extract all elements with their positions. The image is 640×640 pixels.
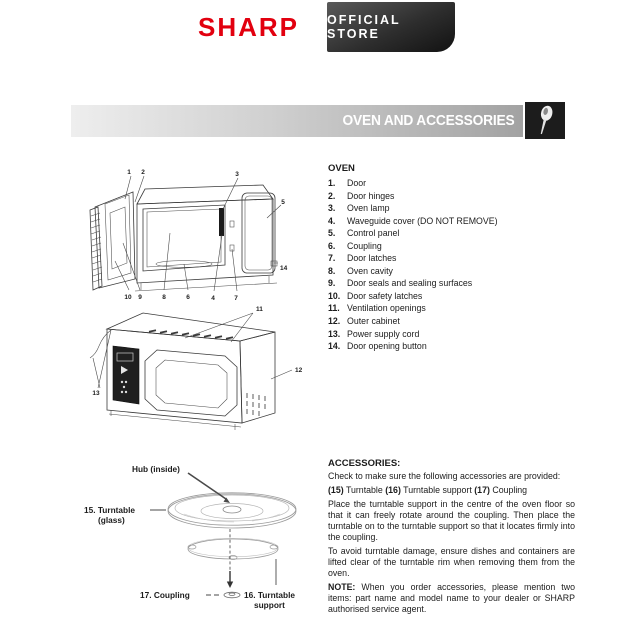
oven-open-door-diagram [85,163,320,313]
list-item: 10. Door safety latches [328,290,423,301]
turntable-label-glass: (glass) [98,515,125,525]
accessories-paragraph-damage: To avoid turntable damage, ensure dishes and containers are lifted clear of the turntable rim when removing them from the oven. [328,546,575,578]
section-title-bar [71,105,523,137]
oven-parts-list [328,163,576,353]
spoon-icon [525,102,565,139]
list-item: 2. Door hinges [328,190,395,201]
oven-heading: OVEN [328,163,355,174]
list-item: 7. Door latches [328,253,397,264]
official-store-badge [327,2,455,52]
note-label: NOTE: [328,582,356,592]
list-item: 13. Power supply cord [328,328,420,339]
callout-1: 1 [127,169,131,176]
section-title: OVEN AND ACCESSORIES [342,113,515,129]
accessories-intro: Check to make sure the following accessories are provided: [328,471,561,481]
callout-14: 14 [280,265,288,272]
accessories-section [328,458,575,618]
official-store-label: OFFICIAL STORE [327,13,401,41]
list-item: 4. Waveguide cover (DO NOT REMOVE) [328,215,498,226]
list-item: 1. Door [328,178,367,188]
callout-12: 12 [295,367,303,374]
list-item: 9. Door seals and sealing surfaces [328,278,473,289]
accessories-item-line: (15) Turntable (16) Turntable support (17) Coupling [328,485,528,495]
list-item: 8. Oven cavity [328,265,393,276]
turntable-label: 15. Turntable [84,505,136,515]
sharp-logo: SHARP [198,12,300,42]
callout-8: 8 [162,294,166,301]
callout-10: 10 [124,294,132,301]
spoon-icon-graphic [525,102,565,139]
callout-6: 6 [186,294,190,301]
callout-3: 3 [235,171,239,178]
callout-7: 7 [234,295,238,302]
list-item: 6. Coupling [328,240,382,251]
turntable-support-label: 16. Turntable [244,590,296,600]
callout-13: 13 [92,390,100,397]
list-item: 5. Control panel [328,228,400,239]
callout-9: 9 [138,294,142,301]
callout-2: 2 [141,169,145,176]
callout-4: 4 [211,295,215,302]
turntable-support-label2: support [254,600,285,610]
list-item: 3. Oven lamp [328,203,390,214]
callout-11: 11 [256,306,263,313]
hub-label: Hub (inside) [132,464,180,474]
coupling-label: 17. Coupling [140,590,190,600]
accessories-note: NOTE: When you order accessories, please mention two items: part name and model name to your dealer or SHARP authorised service agent. [328,582,575,614]
callout-5: 5 [281,199,285,206]
accessories-paragraph-placement: Place the turntable support in the centre of the oven floor so that it can freely rotate around the coupling. Then place the turntable on to the turntable support so that it locates firmly into the coupling. [328,499,575,542]
turntable-diagram [80,455,320,640]
list-item: 14. Door opening button [328,341,427,352]
oven-closed-diagram [85,300,310,450]
accessories-heading: ACCESSORIES: [328,458,401,469]
list-item: 11. Ventilation openings [328,303,426,314]
list-item: 12. Outer cabinet [328,316,400,327]
